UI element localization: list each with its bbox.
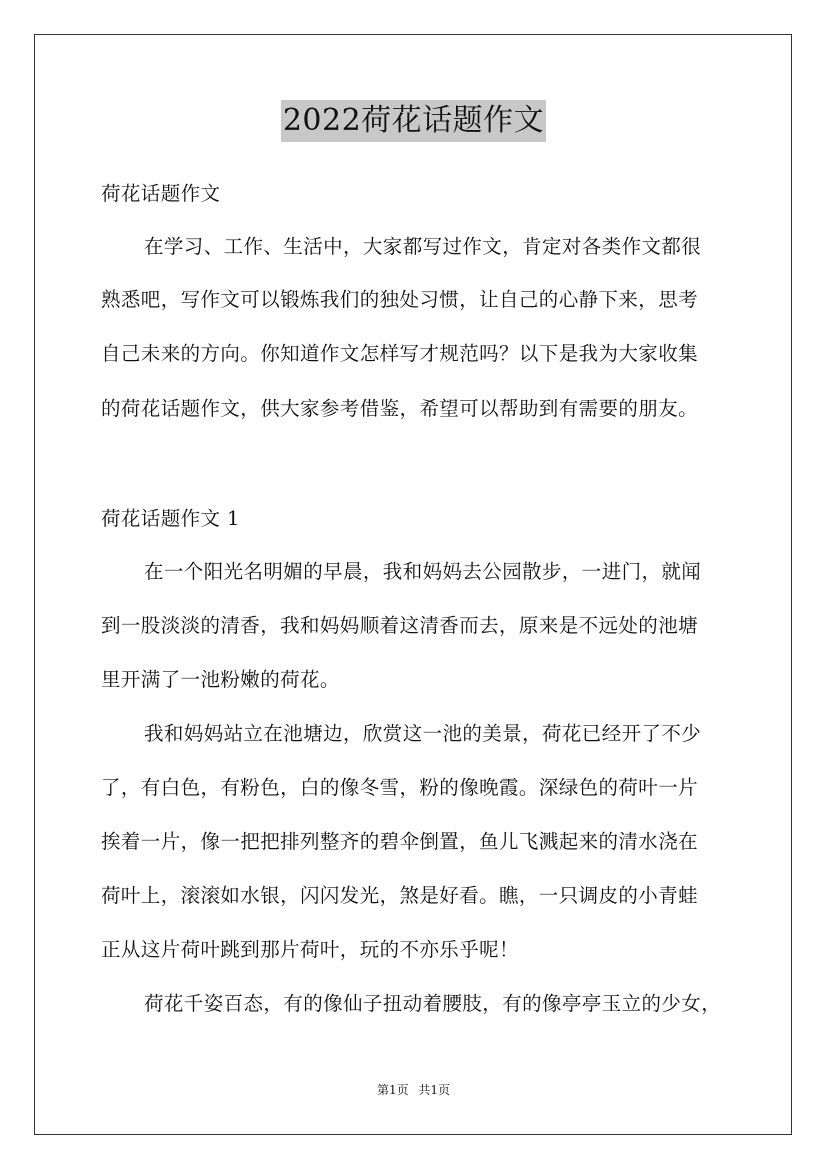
paragraph-line: 我和妈妈站立在池塘边，欣赏这一池的美景，荷花已经开了不少 [144,722,702,745]
section-heading-essay-1: 荷花话题作文 1 [101,507,240,530]
paragraph-line: 在一个阳光名明媚的早晨，我和妈妈去公园散步，一进门，就闻 [144,560,702,583]
document-title: 2022荷花话题作文 [281,100,546,142]
section-heading-intro: 荷花话题作文 [101,182,221,205]
title-container [0,100,827,142]
paragraph-line: 挨着一片，像一把把排列整齐的碧伞倒置，鱼儿飞溅起来的清水浇在 [101,830,699,853]
paragraph-line: 里开满了一池粉嫩的荷花。 [101,668,340,691]
paragraph-line: 自己未来的方向。你知道作文怎样写才规范吗？以下是我为大家收集 [101,342,699,365]
paragraph-line: 的荷花话题作文，供大家参考借鉴，希望可以帮助到有需要的朋友。 [101,397,699,420]
page-number: 第1页 [376,1083,409,1097]
paragraph-line: 在学习、工作、生活中，大家都写过作文，肯定对各类作文都很 [144,235,702,258]
paragraph-line: 荷花千姿百态，有的像仙子扭动着腰肢，有的像亭亭玉立的少女， [144,992,722,1015]
paragraph-line: 熟悉吧，写作文可以锻炼我们的独处习惯，让自己的心静下来，思考 [101,288,699,311]
paragraph-line: 荷叶上，滚滚如水银，闪闪发光，煞是好看。瞧，一只调皮的小青蛙 [101,884,699,907]
paragraph-line: 正从这片荷叶跳到那片荷叶，玩的不亦乐乎呢！ [101,938,519,961]
paragraph-line: 了，有白色，有粉色，白的像冬雪，粉的像晚霞。深绿色的荷叶一片 [101,776,699,799]
page-footer [0,1082,827,1098]
paragraph-line: 到一股淡淡的清香，我和妈妈顺着这清香而去，原来是不远处的池塘 [101,614,699,637]
page-total: 共1页 [418,1083,451,1097]
